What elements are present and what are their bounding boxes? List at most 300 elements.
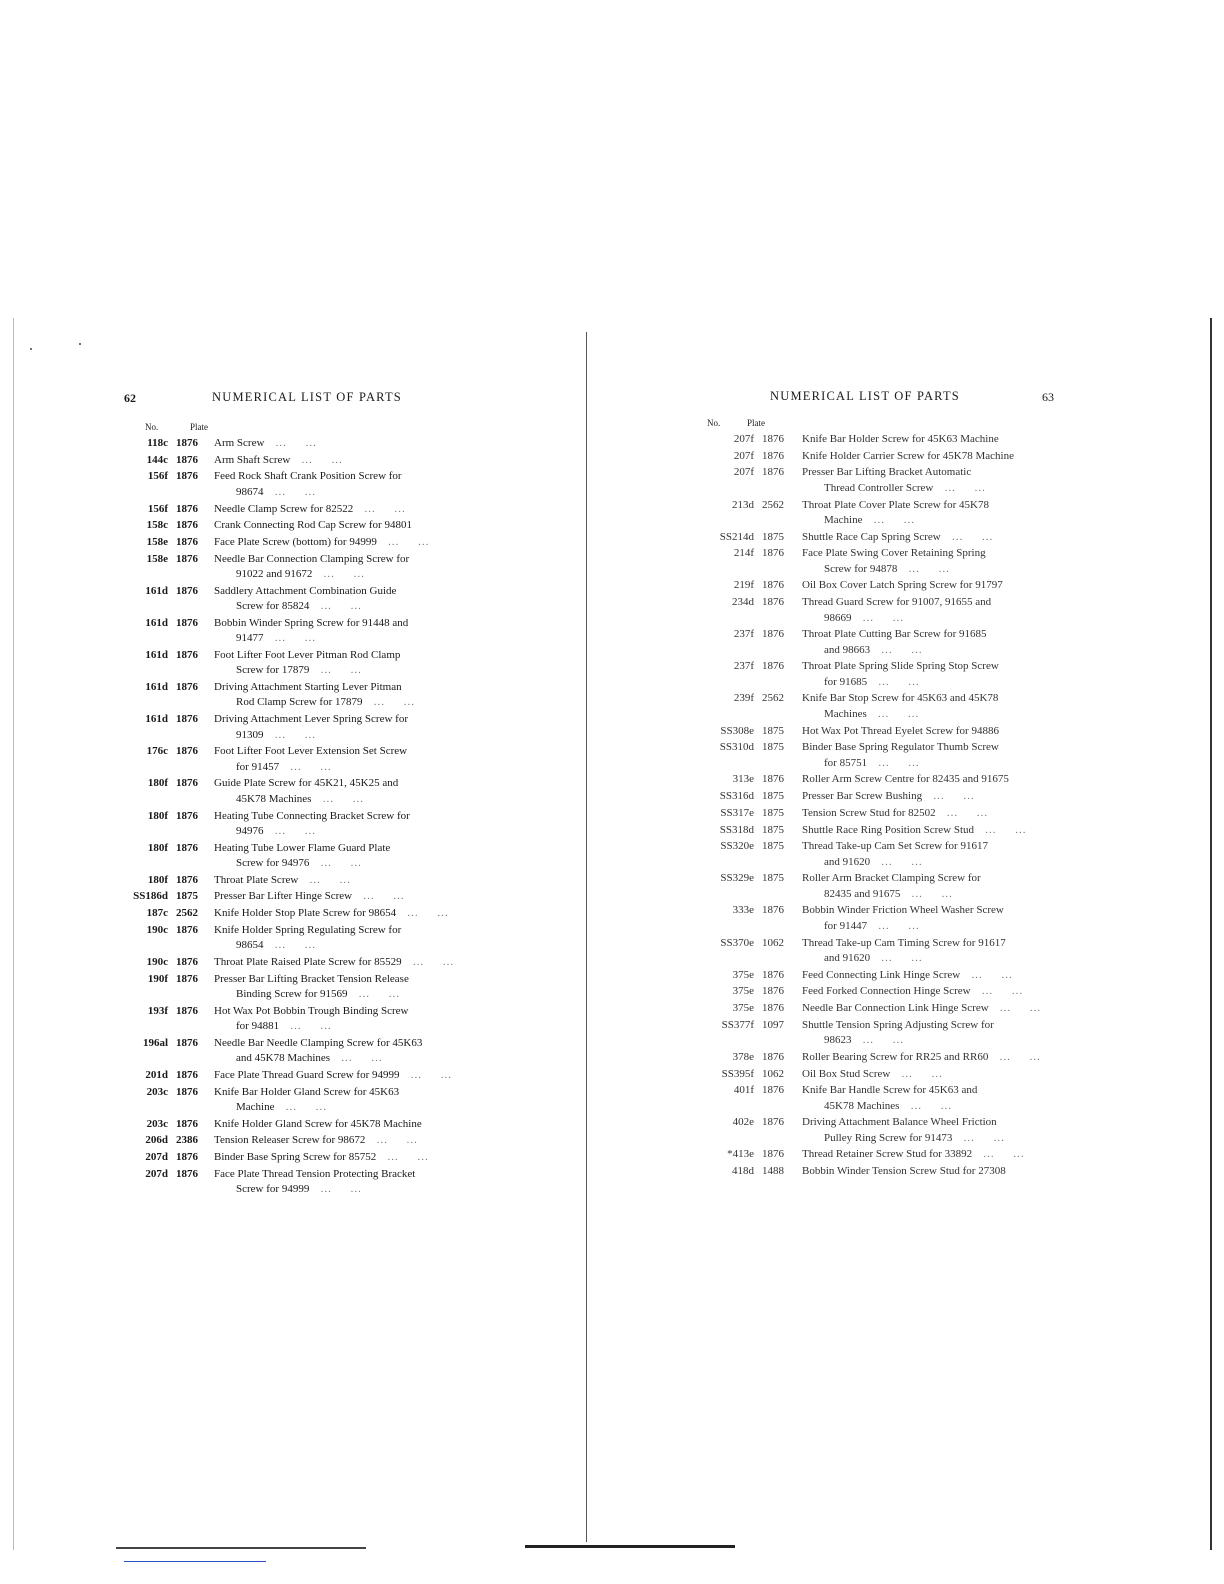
part-number: 180f: [147, 809, 168, 822]
part-row: [702, 772, 1052, 787]
part-row: [702, 724, 1052, 739]
part-description: [214, 1117, 491, 1132]
dot-leader: ... ...: [988, 1002, 1042, 1015]
part-row: [702, 903, 1052, 934]
part-description: [214, 469, 491, 500]
part-row: [124, 873, 491, 888]
dot-leader: ... ...: [935, 806, 989, 819]
description-line: Crank Connecting Rod Cap Screw for 94801: [214, 519, 412, 532]
part-row: [702, 740, 1052, 771]
dot-leader: ... ...: [330, 1052, 383, 1065]
part-description: [214, 616, 491, 647]
part-row: [124, 955, 491, 970]
description-line: Machine: [824, 513, 863, 526]
plate-number: 1876: [176, 681, 198, 694]
part-number: SS318d: [719, 823, 754, 836]
plate-number: 1876: [176, 955, 198, 968]
part-row: [124, 648, 491, 679]
part-description: [802, 449, 1052, 464]
plate-number: 1876: [762, 1002, 784, 1015]
part-number: 219f: [733, 579, 754, 592]
part-number: 180f: [147, 873, 168, 886]
dot-leader: ... ...: [401, 955, 455, 968]
part-number: 161d: [145, 648, 168, 661]
dot-leader: ... ...: [365, 1134, 418, 1147]
plate-number: 1875: [762, 806, 784, 819]
part-number: 144c: [146, 453, 168, 466]
plate-number: 1876: [762, 466, 784, 479]
part-description: [214, 680, 491, 711]
dot-leader: ... ...: [900, 887, 953, 900]
description-line: and 98663: [824, 643, 871, 656]
plate-number: 1875: [762, 872, 784, 885]
plate-number: 1876: [762, 628, 784, 641]
description-line: Driving Attachment Starting Lever Pitman: [214, 681, 402, 694]
description-line: and 91620: [824, 951, 871, 964]
plate-number: 1876: [176, 437, 198, 449]
part-description: [214, 712, 491, 743]
description-line: for 91447: [824, 919, 868, 932]
plate-number: 1876: [176, 648, 198, 661]
description-line: Thread Take-up Cam Set Screw for 91617: [802, 840, 988, 853]
left-page: [0, 0, 590, 1584]
plate-number: 1875: [762, 840, 784, 853]
part-description: [802, 1067, 1052, 1082]
part-description: [214, 1133, 491, 1148]
part-description: [802, 1147, 1052, 1162]
description-line: 45K78 Machines: [824, 1099, 900, 1112]
description-line: Foot Lifter Foot Lever Pitman Rod Clamp: [214, 648, 401, 661]
description-line: 98674: [236, 485, 264, 498]
dot-leader: ... ...: [974, 823, 1027, 836]
plate-number: 1876: [762, 579, 784, 592]
part-row: [124, 436, 491, 451]
part-row: [702, 936, 1052, 967]
part-number: 196al: [142, 1036, 168, 1049]
part-description: [802, 432, 1052, 447]
plate-number: 1876: [176, 809, 198, 822]
description-line: Throat Plate Cover Plate Screw for 45K78: [802, 498, 989, 511]
dot-leader: ... ...: [309, 1183, 362, 1196]
description-line: Presser Bar Lifting Bracket Tension Release: [214, 972, 409, 985]
part-description: [214, 972, 491, 1003]
dot-leader: ... ...: [353, 502, 406, 515]
description-line: Roller Arm Bracket Clamping Screw for: [802, 872, 981, 885]
part-number: 180f: [147, 841, 168, 854]
part-row: [702, 1001, 1052, 1016]
part-row: [702, 1115, 1052, 1146]
description-line: 91309: [236, 728, 264, 741]
dot-leader: ... ...: [279, 760, 332, 773]
plate-number: 1876: [176, 1167, 198, 1180]
dot-leader: ... ...: [867, 756, 920, 769]
description-line: Bobbin Winder Spring Screw for 91448 and: [214, 616, 409, 629]
plate-number: 1876: [176, 470, 198, 483]
description-line: Feed Forked Connection Hinge Screw: [802, 985, 971, 998]
part-description: [802, 465, 1052, 496]
dot-leader: ... ...: [952, 1131, 1005, 1144]
plate-number: 1876: [762, 1116, 784, 1129]
part-description: [802, 1018, 1052, 1049]
description-line: Binding Screw for 91569: [236, 988, 348, 1001]
dot-leader: ... ...: [309, 857, 362, 870]
description-line: and 45K78 Machines: [236, 1052, 331, 1065]
plate-number: 1876: [176, 873, 198, 886]
dot-leader: ... ...: [867, 675, 920, 688]
part-row: [702, 789, 1052, 804]
part-number: SS214d: [719, 530, 754, 543]
dot-leader: ... ...: [970, 985, 1024, 998]
part-row: [124, 1117, 491, 1132]
dot-leader: ... ...: [972, 1148, 1025, 1161]
description-line: Heating Tube Lower Flame Guard Plate: [214, 841, 391, 854]
description-line: 91022 and 91672: [236, 568, 313, 581]
description-line: Screw for 94976: [236, 857, 310, 870]
plate-number: 1876: [176, 713, 198, 726]
description-line: Knife Bar Handle Screw for 45K63 and: [802, 1084, 978, 1097]
dot-leader: ... ...: [890, 1067, 943, 1080]
column-header-plate: Plate: [747, 418, 765, 428]
part-description: [802, 627, 1052, 658]
part-row: [124, 1068, 491, 1083]
description-line: Needle Bar Needle Clamping Screw for 45K63: [214, 1036, 423, 1049]
part-row: [124, 535, 491, 550]
part-number: 333e: [732, 904, 754, 917]
part-row: [702, 691, 1052, 722]
part-row: [702, 1164, 1052, 1179]
part-number: 176c: [146, 745, 168, 758]
column-header-no: No.: [145, 422, 159, 432]
plate-number: 2562: [176, 907, 198, 920]
dot-leader: ... ...: [311, 792, 364, 805]
plate-number: 1876: [762, 1084, 784, 1097]
part-row: [124, 518, 491, 533]
description-line: Machines: [824, 707, 867, 720]
part-row: [702, 498, 1052, 529]
part-description: [802, 839, 1052, 870]
part-row: [124, 889, 491, 904]
part-row: [702, 449, 1052, 464]
description-line: Screw for 94878: [824, 562, 898, 575]
description-line: Guide Plate Screw for 45K21, 45K25 and: [214, 777, 399, 790]
part-description: [214, 776, 491, 807]
plate-number: 1876: [762, 985, 784, 998]
description-line: Tension Releaser Screw for 98672: [214, 1134, 366, 1147]
description-line: Bobbin Winder Tension Screw Stud for 27308: [802, 1165, 1006, 1178]
part-description: [802, 498, 1052, 529]
part-description: [802, 871, 1052, 902]
description-line: Needle Bar Connection Link Hinge Screw: [802, 1002, 989, 1015]
description-line: 91477: [236, 632, 264, 645]
description-line: Throat Plate Screw: [214, 873, 299, 886]
description-line: Knife Holder Spring Regulating Screw for: [214, 923, 402, 936]
part-row: [702, 823, 1052, 838]
part-number: 402e: [732, 1116, 754, 1129]
part-row: [124, 552, 491, 583]
column-header-no: No.: [707, 418, 721, 428]
dot-leader: ... ...: [988, 1050, 1041, 1063]
part-number: 207f: [733, 449, 754, 462]
dot-leader: ... ...: [263, 824, 316, 837]
description-line: Machine: [236, 1101, 275, 1114]
description-line: Tension Screw Stud for 82502: [802, 806, 936, 819]
dot-leader: ... ...: [274, 1101, 327, 1114]
part-description: [802, 578, 1052, 593]
description-line: Needle Clamp Screw for 82522: [214, 502, 354, 515]
plate-number: 1876: [762, 773, 784, 786]
plate-number: 1875: [176, 890, 198, 903]
part-number: SS370e: [720, 936, 754, 949]
column-header-plate: Plate: [190, 422, 208, 432]
part-description: [214, 648, 491, 679]
part-number: SS186d: [133, 890, 168, 903]
part-number: 234d: [732, 596, 754, 609]
part-number: *413e: [727, 1148, 754, 1161]
dot-leader: ... ...: [851, 1034, 904, 1047]
part-description: [214, 584, 491, 615]
description-line: Presser Bar Lifting Bracket Automatic: [802, 466, 972, 479]
part-number: 180f: [147, 777, 168, 790]
part-description: [214, 923, 491, 954]
part-number: 375e: [732, 1002, 754, 1015]
dot-leader: ... ...: [870, 643, 923, 656]
description-line: Roller Arm Screw Centre for 82435 and 91675: [802, 773, 1009, 786]
part-row: [124, 923, 491, 954]
description-line: Hot Wax Pot Thread Eyelet Screw for 94886: [802, 724, 999, 737]
dot-leader: ... ...: [940, 530, 994, 543]
part-row: [702, 595, 1052, 626]
part-number: 207f: [733, 433, 754, 445]
description-line: Screw for 85824: [236, 600, 310, 613]
part-number: 203c: [146, 1085, 168, 1098]
part-description: [214, 453, 491, 468]
description-line: for 91457: [236, 760, 280, 773]
part-number: 201d: [145, 1068, 168, 1081]
description-line: Thread Controller Screw: [824, 481, 934, 494]
description-line: for 85751: [824, 756, 868, 769]
description-line: 82435 and 91675: [824, 887, 901, 900]
description-line: Thread Take-up Cam Timing Screw for 91617: [802, 936, 1006, 949]
part-row: [124, 744, 491, 775]
description-line: Screw for 17879: [236, 664, 310, 677]
description-line: Thread Guard Screw for 91007, 91655 and: [802, 596, 992, 609]
dot-leader: ... ...: [312, 568, 365, 581]
part-number: 190c: [146, 955, 168, 968]
part-description: [214, 873, 491, 888]
part-row: [124, 584, 491, 615]
page-edge-rule: [13, 318, 14, 1550]
part-description: [214, 1068, 491, 1083]
part-number: 206d: [145, 1134, 168, 1147]
part-row: [124, 712, 491, 743]
part-number: 313e: [732, 773, 754, 786]
part-number: 207d: [145, 1151, 168, 1164]
plate-number: 1876: [762, 904, 784, 917]
dot-leader: ... ...: [263, 485, 316, 498]
part-row: [702, 968, 1052, 983]
description-line: Face Plate Swing Cover Retaining Spring: [802, 547, 986, 560]
plate-number: 1488: [762, 1165, 784, 1178]
part-row: [124, 1133, 491, 1148]
description-line: Face Plate Thread Tension Protecting Bracket: [214, 1167, 416, 1180]
part-number: 161d: [145, 584, 168, 597]
plate-number: 1876: [176, 552, 198, 565]
part-description: [214, 809, 491, 840]
page-number: 62: [124, 391, 136, 405]
plate-number: 1876: [176, 502, 198, 515]
parts-list: [702, 432, 1052, 1181]
part-description: [802, 968, 1052, 983]
gutter-rule: [586, 332, 587, 1542]
part-row: [702, 432, 1052, 447]
part-description: [214, 889, 491, 904]
scan-speck: [30, 348, 32, 350]
description-line: Feed Connecting Link Hinge Screw: [802, 968, 961, 981]
part-row: [702, 806, 1052, 821]
part-number: 190f: [147, 972, 168, 985]
part-description: [802, 595, 1052, 626]
plate-number: 1875: [762, 530, 784, 543]
dot-leader: ... ...: [263, 728, 316, 741]
part-number: 158c: [146, 519, 168, 532]
part-number: 207d: [145, 1167, 168, 1180]
description-line: 98669: [824, 611, 852, 624]
description-line: Needle Bar Connection Clamping Screw for: [214, 552, 410, 565]
plate-number: 1875: [762, 724, 784, 737]
part-number: 158e: [146, 552, 168, 565]
dot-leader: ... ...: [870, 951, 923, 964]
plate-number: 1876: [176, 1068, 198, 1081]
plate-number: 1876: [176, 1117, 198, 1130]
part-row: [124, 841, 491, 872]
plate-number: 1876: [176, 923, 198, 936]
plate-number: 1062: [762, 936, 784, 949]
dot-leader: ... ...: [922, 790, 975, 803]
description-line: 98623: [824, 1034, 852, 1047]
dot-leader: ... ...: [263, 939, 316, 952]
part-row: [124, 776, 491, 807]
description-line: Face Plate Thread Guard Screw for 94999: [214, 1068, 400, 1081]
part-number: 161d: [145, 616, 168, 629]
part-number: 203c: [146, 1117, 168, 1130]
part-row: [702, 1050, 1052, 1065]
parts-list: [124, 436, 491, 1199]
dot-leader: ... ...: [347, 988, 401, 1001]
description-line: Presser Bar Screw Bushing: [802, 790, 923, 803]
part-description: [802, 1115, 1052, 1146]
plate-number: 1876: [176, 777, 198, 790]
plate-number: 1876: [176, 1004, 198, 1017]
part-row: [124, 616, 491, 647]
description-line: 94976: [236, 824, 264, 837]
part-row: [124, 1150, 491, 1165]
part-row: [124, 1167, 491, 1198]
description-line: Hot Wax Pot Bobbin Trough Binding Screw: [214, 1004, 409, 1017]
description-line: Feed Rock Shaft Crank Position Screw for: [214, 470, 402, 483]
part-row: [124, 502, 491, 517]
part-row: [702, 530, 1052, 545]
plate-number: 1876: [176, 841, 198, 854]
bottom-scan-rule: [116, 1547, 366, 1549]
part-description: [214, 436, 491, 451]
link-underline: [124, 1561, 266, 1562]
description-line: Roller Bearing Screw for RR25 and RR60: [802, 1050, 989, 1063]
part-description: [802, 823, 1052, 838]
part-number: SS377f: [721, 1018, 754, 1031]
plate-number: 1875: [762, 823, 784, 836]
description-line: Pulley Ring Screw for 91473: [824, 1131, 953, 1144]
part-row: [702, 1067, 1052, 1082]
plate-number: 1876: [762, 1050, 784, 1063]
part-description: [802, 772, 1052, 787]
plate-number: 1876: [762, 968, 784, 981]
dot-leader: ... ...: [279, 1020, 332, 1033]
part-number: 237f: [733, 628, 754, 641]
part-description: [214, 502, 491, 517]
dot-leader: ... ...: [399, 1068, 453, 1081]
dot-leader: ... ...: [376, 1151, 429, 1164]
part-number: 239f: [733, 692, 754, 705]
part-description: [214, 1036, 491, 1067]
part-description: [214, 518, 491, 533]
dot-leader: ... ...: [290, 453, 343, 466]
part-number: SS317e: [720, 806, 754, 819]
part-number: 207f: [733, 466, 754, 479]
part-row: [124, 469, 491, 500]
part-number: SS310d: [719, 741, 754, 754]
part-description: [214, 955, 491, 970]
part-number: 158e: [146, 535, 168, 548]
part-row: [702, 871, 1052, 902]
part-description: [802, 806, 1052, 821]
plate-number: 1876: [176, 535, 198, 548]
part-number: 161d: [145, 713, 168, 726]
part-row: [124, 1004, 491, 1035]
description-line: and 91620: [824, 855, 871, 868]
dot-leader: ... ...: [960, 968, 1013, 981]
part-row: [702, 984, 1052, 999]
part-row: [124, 1036, 491, 1067]
dot-leader: ... ...: [309, 664, 362, 677]
part-description: [214, 535, 491, 550]
part-row: [702, 1147, 1052, 1162]
part-number: 161d: [145, 681, 168, 694]
part-row: [702, 839, 1052, 870]
description-line: Arm Shaft Screw: [214, 453, 291, 466]
description-line: for 91685: [824, 675, 868, 688]
part-description: [214, 1004, 491, 1035]
part-description: [802, 1164, 1052, 1179]
part-row: [124, 906, 491, 921]
description-line: Rod Clamp Screw for 17879: [236, 696, 363, 709]
part-number: SS308e: [720, 724, 754, 737]
plate-number: 1876: [762, 596, 784, 609]
part-row: [702, 578, 1052, 593]
description-line: Shuttle Race Ring Position Screw Stud: [802, 823, 975, 836]
description-line: Driving Attachment Lever Spring Screw for: [214, 713, 408, 726]
plate-number: 1876: [762, 547, 784, 560]
plate-number: 1097: [762, 1018, 784, 1031]
plate-number: 1875: [762, 741, 784, 754]
dot-leader: ... ...: [309, 600, 362, 613]
part-row: [124, 972, 491, 1003]
dot-leader: ... ...: [862, 513, 915, 526]
description-line: Screw for 94999: [236, 1183, 310, 1196]
dot-leader: ... ...: [851, 611, 904, 624]
part-row: [702, 627, 1052, 658]
dot-leader: ... ...: [933, 481, 986, 494]
part-row: [124, 809, 491, 840]
